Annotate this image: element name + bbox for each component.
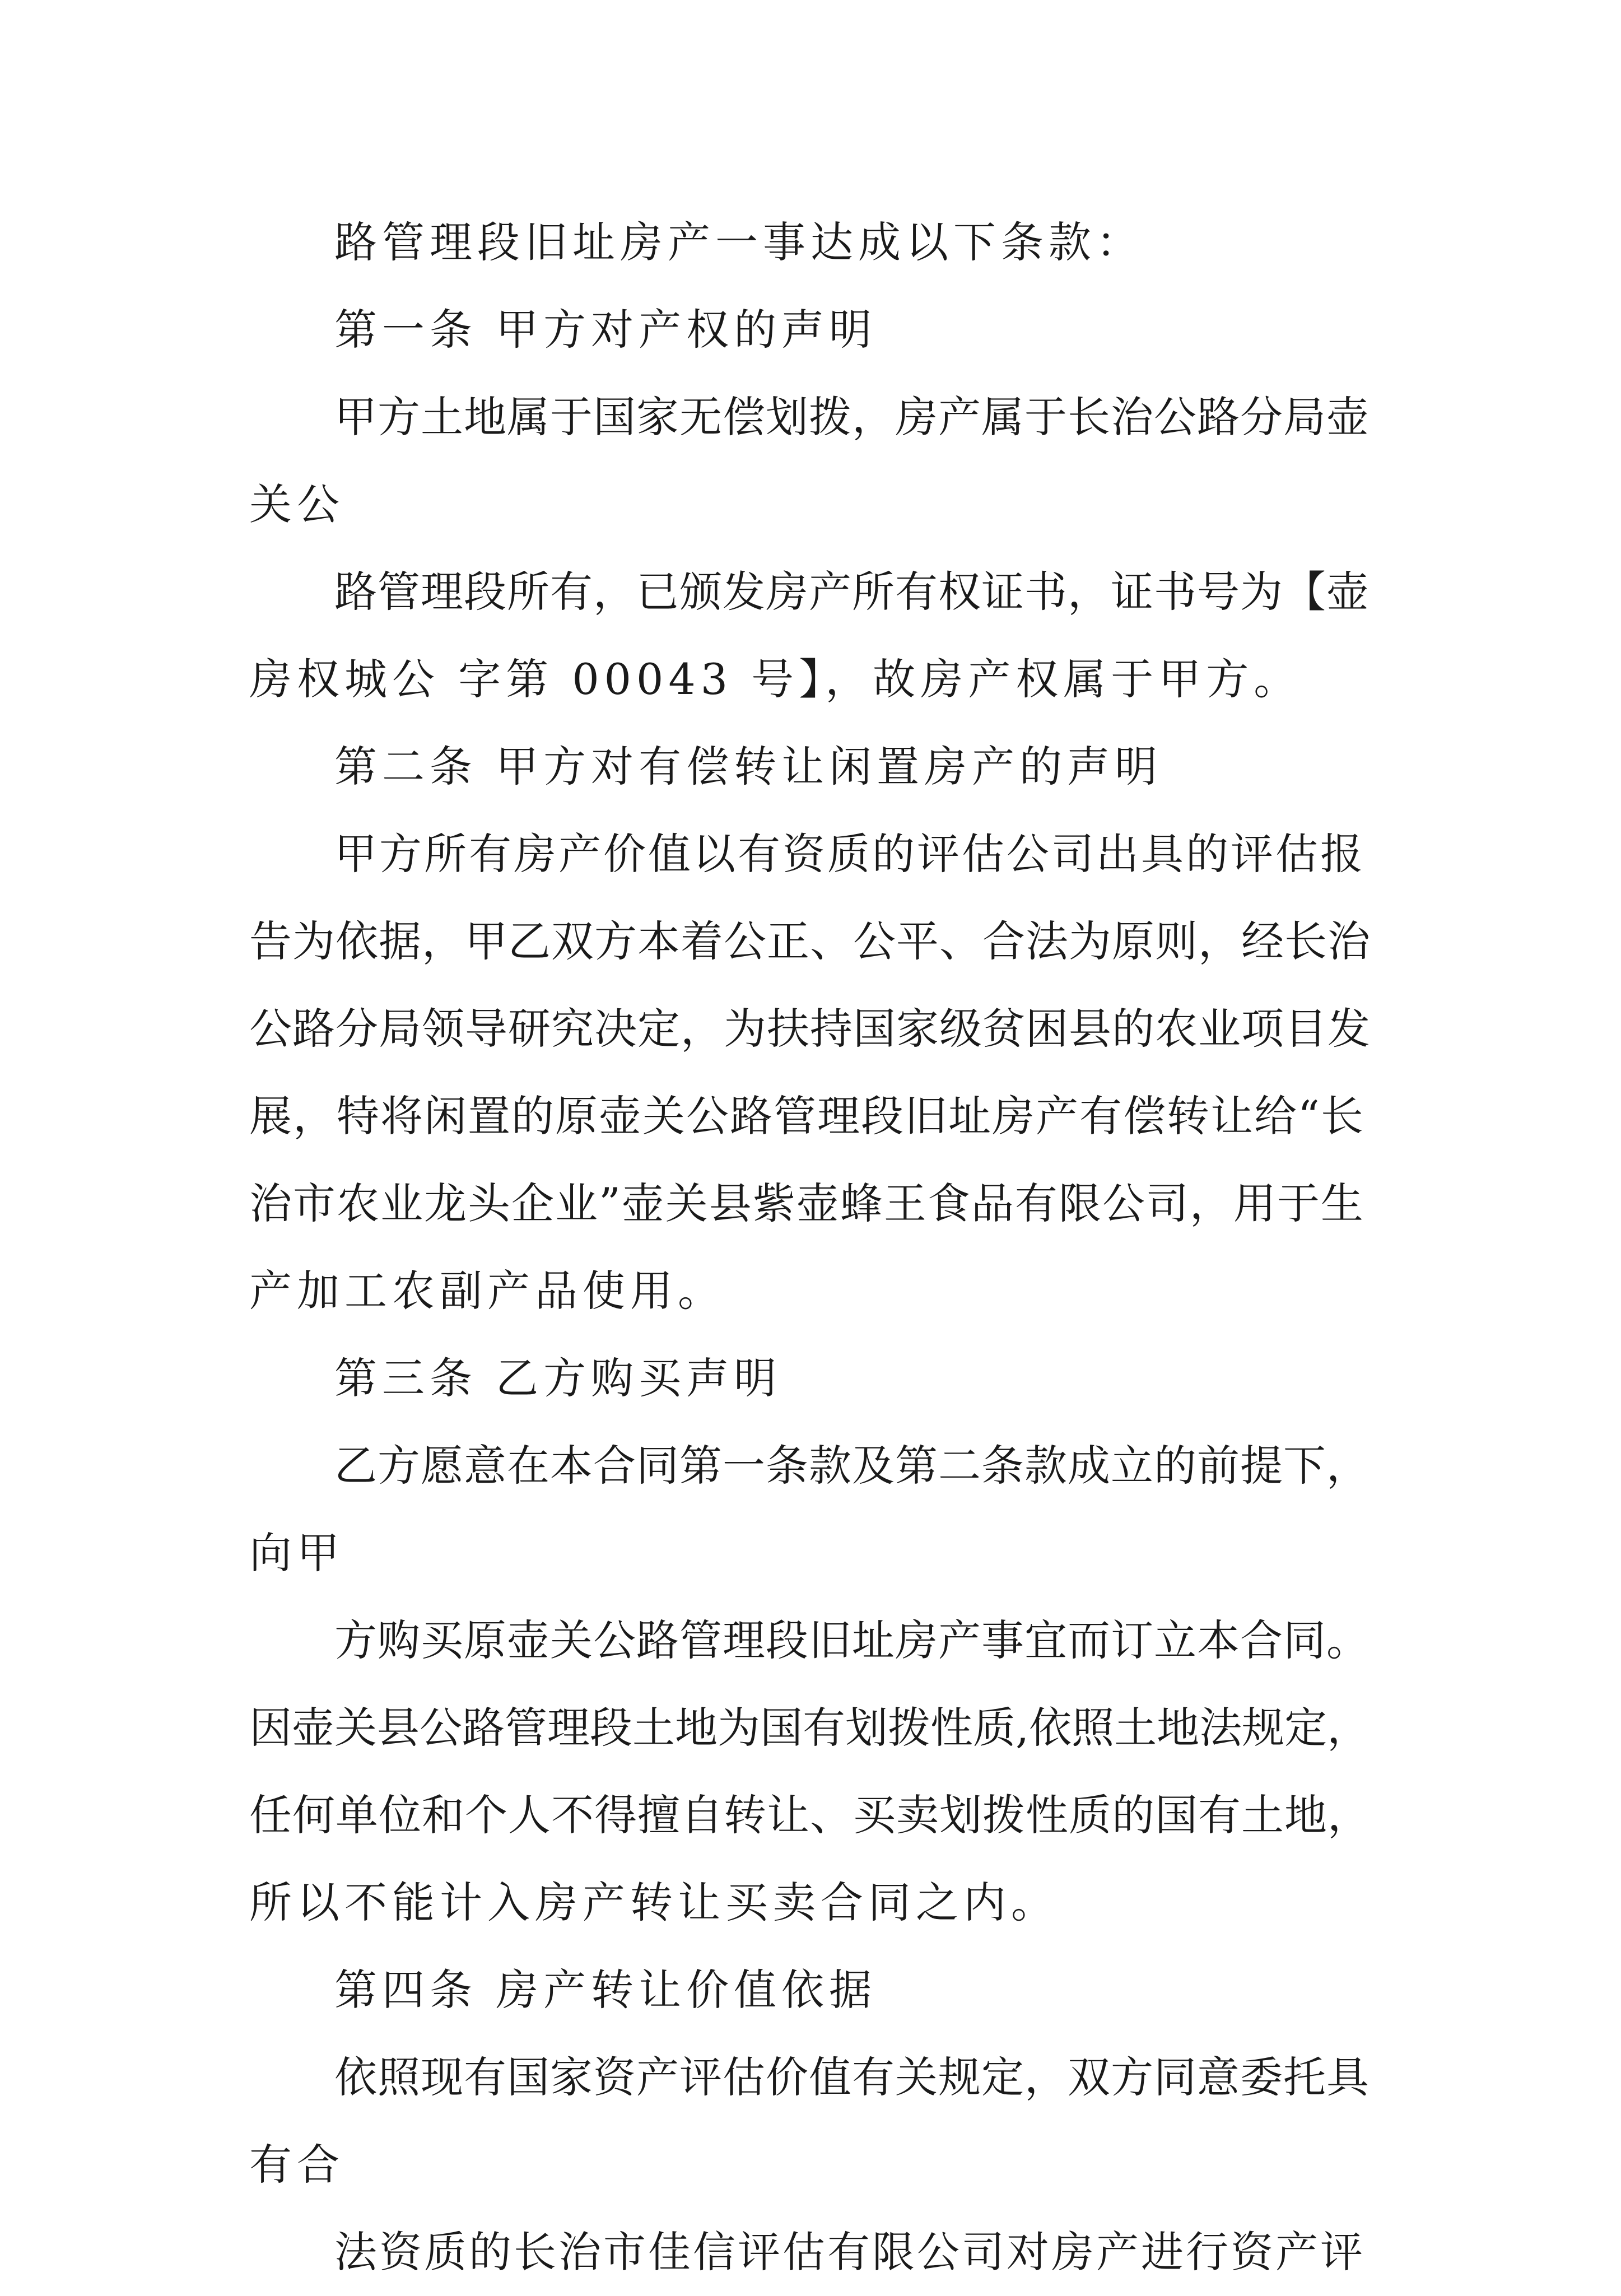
document-line: 向甲 [249,1528,344,1578]
document-line: 法资质的长治市佳信评估有限公司对房产进行资产评 [334,2227,1365,2277]
document-line: 第二条 甲方对有偿转让闲置房产的声明 [334,742,1163,791]
document-body [249,199,1375,2296]
document-line: 产加工农副产品使用。 [249,1266,725,1316]
document-line: 方购买原壶关公路管理段旧址房产事宜而订立本合同。 [334,1615,1370,1665]
document-line: 展，特将闲置的原壶关公路管理段旧址房产有偿转让给“长 [249,1091,1364,1141]
document-line: 路管理段所有，已颁发房产所有权证书，证书号为【壶 [334,567,1370,617]
document-line: 公路分局领导研究决定，为扶持国家级贫困县的农业项目发 [249,1004,1371,1054]
document-line: 所以不能计入房产转让买卖合同之内。 [249,1878,1059,1927]
document-line: 依照现有国家资产评估价值有关规定，双方同意委托具 [334,2052,1370,2102]
document-line: 房权城公 字第 00043 号】，故房产权属于甲方。 [249,654,1302,704]
document-line: 治市农业龙头企业”壶关县紫壶蜂王食品有限公司，用于生 [249,1179,1364,1228]
document-line: 任何单位和个人不得擅自转让、买卖划拨性质的国有土地， [249,1790,1371,1840]
document-line: 甲方土地属于国家无偿划拨，房产属于长治公路分局壶 [334,392,1370,442]
document-line: 第一条 甲方对产权的声明 [334,305,877,355]
document-line: 告为依据，甲乙双方本着公正、公平、合法为原则，经长治 [249,916,1371,966]
document-line: 第三条 乙方购买声明 [334,1353,782,1403]
document-line: 第四条 房产转让价值依据 [334,1965,877,2015]
document-line: 路管理段旧址房产一事达成以下条款： [334,217,1144,267]
document-line: 甲方所有房产价值以有资质的评估公司出具的评估报 [334,829,1365,879]
document-line: 乙方愿意在本合同第一条款及第二条款成立的前提下， [334,1441,1370,1491]
document-line: 有合 [249,2140,344,2190]
document-line: 关公 [249,479,344,529]
document-line: 因壶关县公路管理段土地为国有划拨性质,依照土地法规定， [249,1703,1370,1753]
